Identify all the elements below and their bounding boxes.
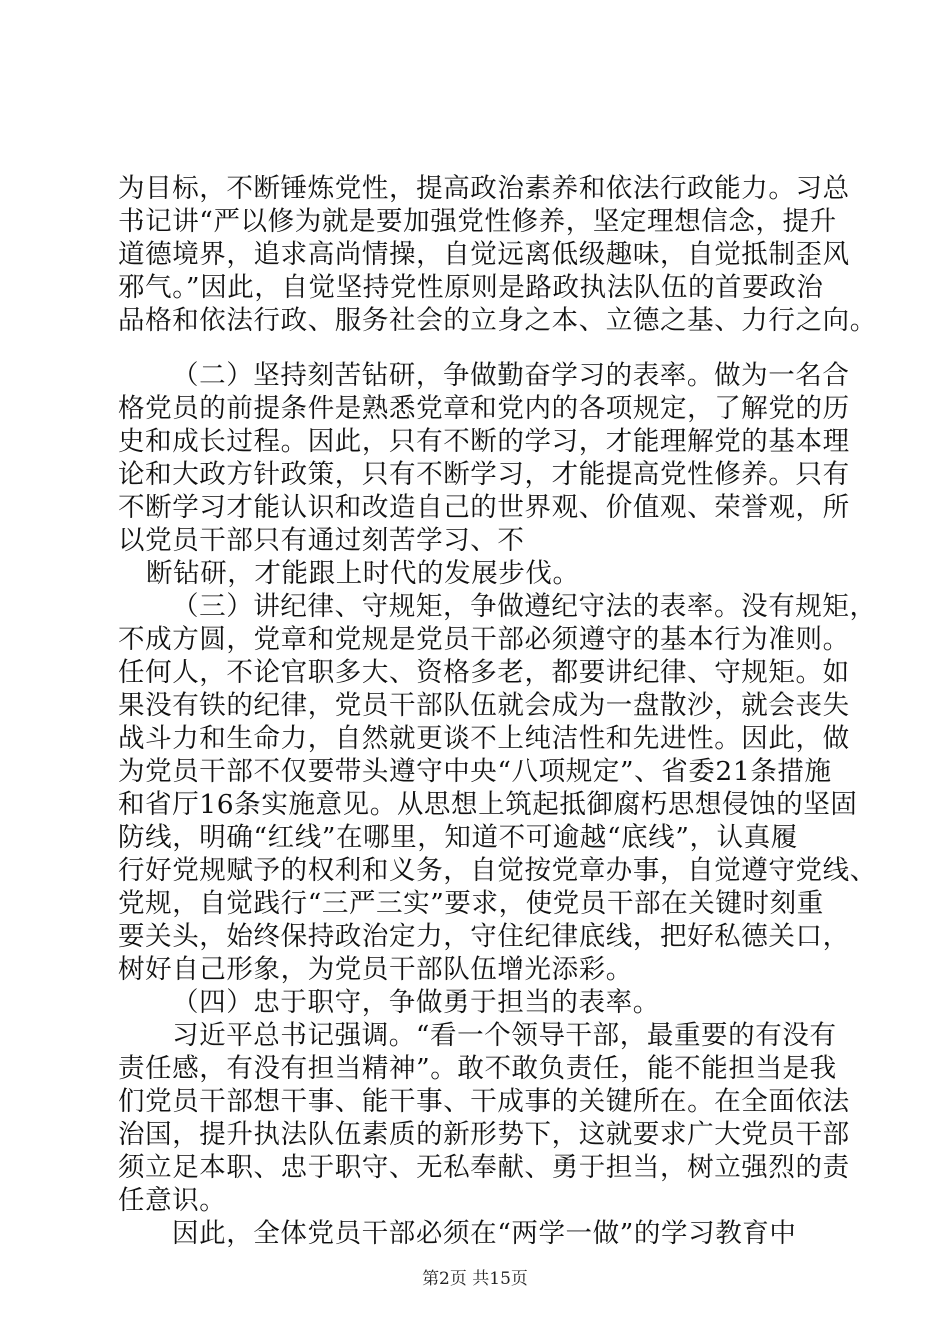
body-text-line: 行好党规赋予的权利和义务，自觉按党章办事，自觉遵守党线、 — [118, 855, 877, 886]
body-text-line: 道德境界，追求高尚情操，自觉远离低级趣味，自觉抵制歪风 — [118, 239, 850, 270]
body-text-line: 须立足本职、忠于职守、无私奉献、勇于担当，树立强烈的责 — [118, 1152, 850, 1183]
body-text-line: 责任感，有没有担当精神”。敢不敢负责任，能不能担当是我 — [118, 1053, 837, 1084]
body-text-line: 树好自己形象，为党员干部队伍增光添彩。 — [118, 954, 633, 985]
body-text-line: 因此，全体党员干部必须在“两学一做”的学习教育中 — [172, 1218, 797, 1249]
body-text-line: 史和成长过程。因此，只有不断的学习，才能理解党的基本理 — [118, 426, 850, 457]
body-text-line: 邪气。”因此，自觉坚持党性原则是路政执法队伍的首要政治 — [118, 272, 824, 303]
body-text-line: 任意识。 — [118, 1185, 227, 1216]
body-text-line: 治国，提升执法队伍素质的新形势下，这就要求广大党员干部 — [118, 1119, 850, 1150]
section-heading-line: （四）忠于职守，争做勇于担当的表率。 — [172, 987, 660, 1018]
body-text-line: 们党员干部想干事、能干事、干成事的关键所在。在全面依法 — [118, 1086, 850, 1117]
body-text-line: 为目标，不断锤炼党性，提高政治素养和依法行政能力。习总 — [118, 173, 850, 204]
body-text-line: 论和大政方针政策，只有不断学习，才能提高党性修养。只有 — [118, 459, 850, 490]
body-text-line: 党规，自觉践行“三严三实”要求，使党员干部在关键时刻重 — [118, 888, 824, 919]
body-text-line: 战斗力和生命力，自然就更谈不上纯洁性和先进性。因此，做 — [118, 723, 850, 754]
section-heading-line: （二）坚持刻苦钻研，争做勤奋学习的表率。做为一名合 — [172, 360, 850, 391]
body-text-line: 习近平总书记强调。“看一个领导干部，最重要的有没有 — [172, 1020, 837, 1051]
body-text-line: 不成方圆，党章和党规是党员干部必须遵守的基本行为准则。 — [118, 624, 850, 655]
body-text-line: 以党员干部只有通过刻苦学习、不 — [118, 525, 525, 556]
body-text-line: 和省厅16条实施意见。从思想上筑起抵御腐朽思想侵蚀的坚固 — [118, 789, 858, 820]
body-text-line: 为党员干部不仅要带头遵守中央“八项规定”、省委21条措施 — [118, 756, 832, 787]
body-text-line: 任何人，不论官职多大、资格多老，都要讲纪律、守规矩。如 — [118, 657, 850, 688]
body-text-line: 断钻研，才能跟上时代的发展步伐。 — [146, 558, 580, 589]
body-text-line: 不断学习才能认识和改造自己的世界观、价值观、荣誉观，所 — [118, 492, 850, 523]
body-text-line: 书记讲“严以修为就是要加强党性修养，坚定理想信念，提升 — [118, 206, 837, 237]
body-text-line: 果没有铁的纪律，党员干部队伍就会成为一盘散沙，就会丧失 — [118, 690, 850, 721]
section-heading-line: （三）讲纪律、守规矩，争做遵纪守法的表率。没有规矩， — [172, 591, 877, 622]
body-text-line: 防线，明确“红线”在哪里，知道不可逾越“底线”，认真履 — [118, 822, 798, 853]
page-number-footer: 第2页 共15页 — [422, 1269, 528, 1289]
body-text-line: 格党员的前提条件是熟悉党章和党内的各项规定，了解党的历 — [118, 393, 850, 424]
body-text-line: 要关头，始终保持政治定力，守住纪律底线，把好私德关口， — [118, 921, 850, 952]
body-text-line: 品格和依法行政、服务社会的立身之本、立德之基、力行之向。 — [118, 305, 877, 336]
